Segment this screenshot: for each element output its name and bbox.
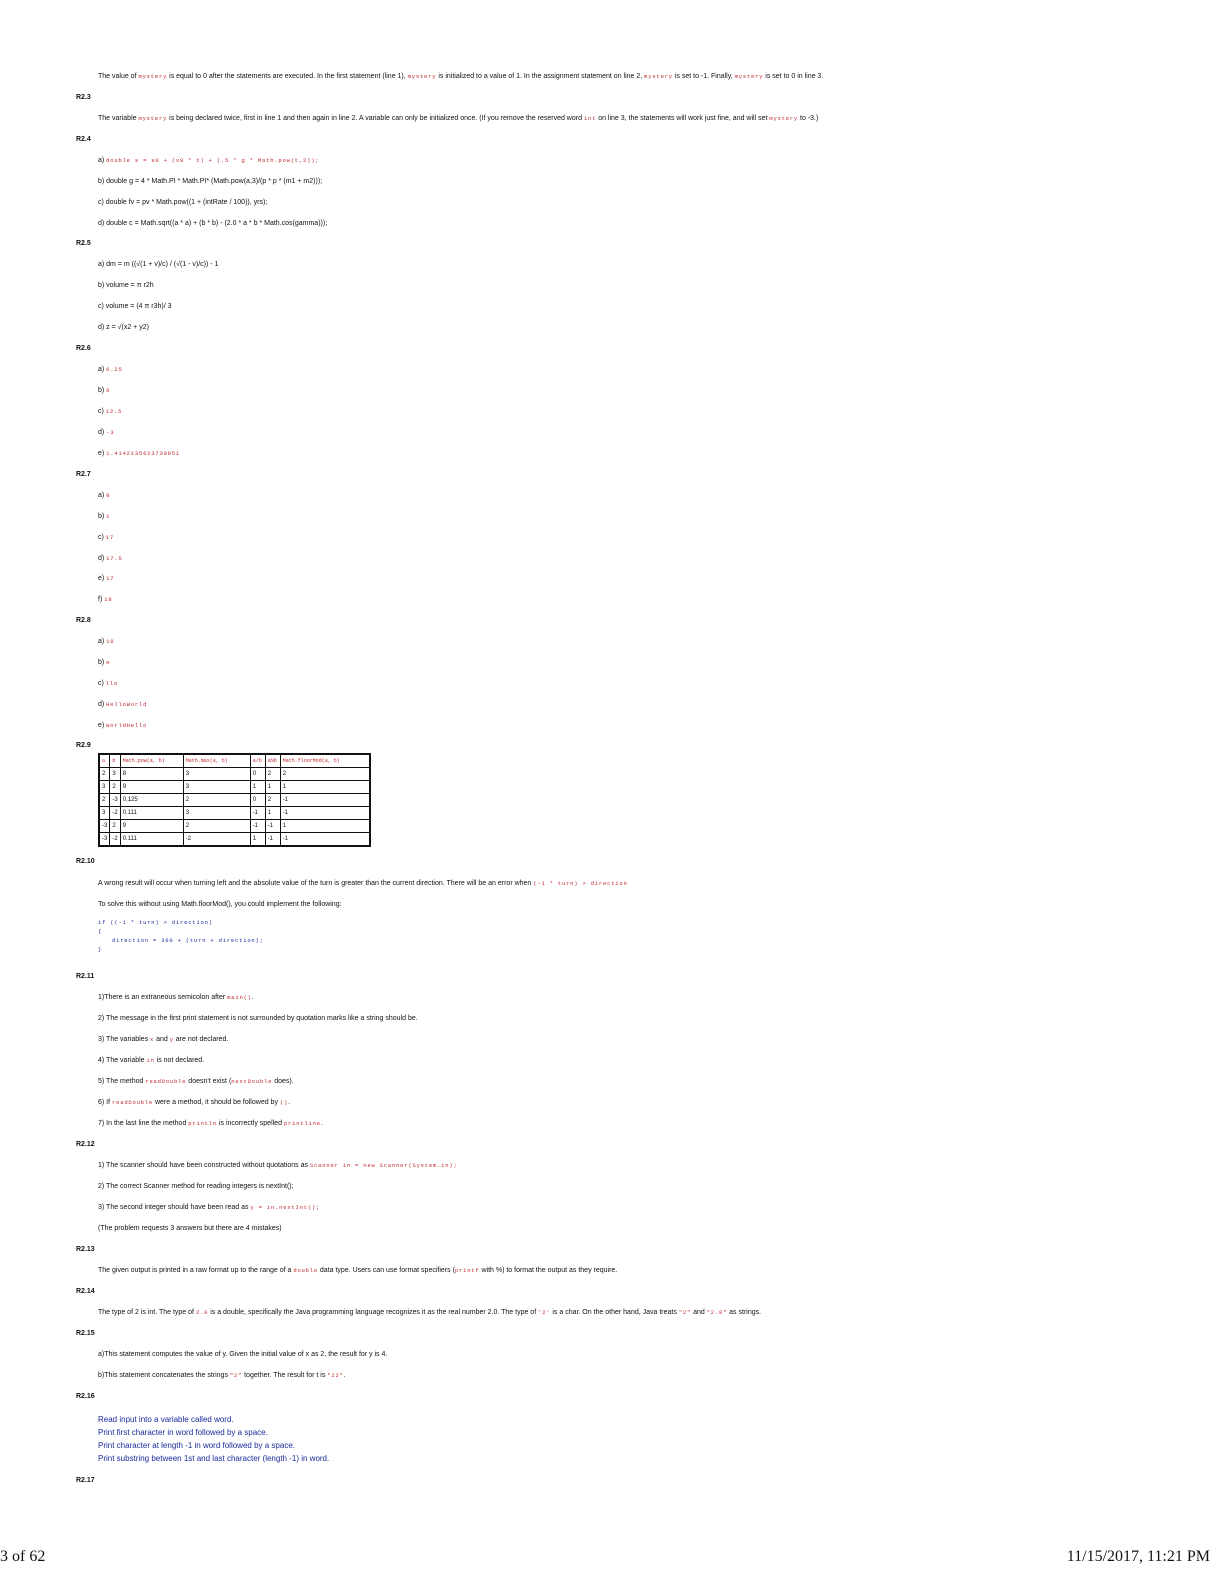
heading-r2-14: R2.14 <box>76 1288 95 1295</box>
r27-item: d) 17.5 <box>98 555 123 562</box>
r211-item: 6) If readDouble were a method, it should be followed by (). <box>98 1099 291 1106</box>
table-row <box>99 781 370 794</box>
r215-a: a)This statement computes the value of y. Given the initial value of x as 2, the result for y is 4. <box>98 1351 388 1358</box>
heading-r2-13: R2.13 <box>76 1246 95 1253</box>
table-header-row <box>99 754 370 768</box>
table-cell: 8 <box>120 768 183 781</box>
heading-r2-6: R2.6 <box>76 345 91 352</box>
table-cell: 2 <box>99 768 110 781</box>
table-cell: 2 <box>183 820 250 833</box>
table-cell: -2 <box>110 833 120 847</box>
r212-item: 1) The scanner should have been constructed without quotations as Scanner in = new Scanner(System.in); <box>98 1162 458 1169</box>
r27-item: e) 17 <box>98 575 115 582</box>
r211-item: 2) The message in the first print statement is not surrounded by quotation marks like a string should be. <box>98 1015 418 1022</box>
table-cell: 1 <box>250 833 265 847</box>
table-cell: 0.111 <box>120 807 183 820</box>
r26-item: e) 1.4142135623730951 <box>98 450 180 457</box>
r22-answer: The value of mystery is equal to 0 after the statements are executed. In the first statement (line 1), mystery is initialized to a value of 1. In the assignment statement on line 2, mystery is set to -1. Finally, mystery is set to 0 in line 3. <box>98 73 824 80</box>
page-number: 3 of 62 <box>0 1548 46 1565</box>
r28-item: b) e <box>98 659 111 666</box>
heading-r2-9: R2.9 <box>76 742 91 749</box>
r212-item: 3) The second integer should have been read as y = in.nextInt(); <box>98 1204 321 1211</box>
heading-r2-17: R2.17 <box>76 1477 95 1484</box>
print-datetime: 11/15/2017, 11:21 PM <box>1066 1548 1210 1565</box>
table-cell: 2 <box>280 768 370 781</box>
heading-r2-8: R2.8 <box>76 617 91 624</box>
r26-item: c) 12.5 <box>98 408 123 415</box>
table-cell: 1 <box>265 781 280 794</box>
r25-d: d) z = √(x2 + y2) <box>98 324 149 331</box>
r211-item: 4) The variable in is not declared. <box>98 1057 205 1064</box>
table-cell: 3 <box>99 781 110 794</box>
r23-answer: The variable mystery is being declared twice, first in line 1 and then again in line 2. A variable can only be initialized once. (If you remove the reserved word int on line 3, the statements will work just fine, and will set mystery to -3.) <box>98 115 819 122</box>
table-row <box>99 807 370 820</box>
heading-r2-3: R2.3 <box>76 94 91 101</box>
table-header-cell: a <box>99 754 110 768</box>
r26-item: b) 6 <box>98 387 111 394</box>
table-cell: 1 <box>250 781 265 794</box>
r25-c: c) volume = (4 π r3h)/ 3 <box>98 303 172 310</box>
r25-a: a) dm = m ((√(1 + v)/c) / (√(1 - v)/c)) - 1 <box>98 261 219 268</box>
table-cell: -1 <box>280 807 370 820</box>
table-cell: 0 <box>250 768 265 781</box>
table-row <box>99 768 370 781</box>
table-header-cell: a/b <box>250 754 265 768</box>
table-cell: -1 <box>265 820 280 833</box>
r211-item: 3) The variables x and y are not declared. <box>98 1036 229 1043</box>
r210-code-line: direction = 360 + (turn + direction); <box>112 937 264 944</box>
table-cell: 2 <box>110 781 120 794</box>
r27-item: f) 18 <box>98 596 113 603</box>
heading-r2-5: R2.5 <box>76 240 91 247</box>
r210-code-line: if ((-1 * turn) > direction) <box>98 919 213 926</box>
r29-table <box>98 753 371 847</box>
table-cell: -1 <box>265 833 280 847</box>
r211-item: 5) The method readDouble doesn't exist (nextDouble does). <box>98 1078 294 1085</box>
heading-r2-10: R2.10 <box>76 858 95 865</box>
table-cell: 1 <box>280 820 370 833</box>
table-cell: -1 <box>280 833 370 847</box>
r24-b: b) double g = 4 * Math.PI * Math.PI* (Math.pow(a,3)/(p * p * (m1 + m2))); <box>98 178 323 185</box>
r210-code-line: { <box>98 928 103 935</box>
r28-item: c) llo <box>98 680 119 687</box>
table-header-cell: Math.max(a, b) <box>183 754 250 768</box>
table-cell: 0.125 <box>120 794 183 807</box>
table-cell: -1 <box>250 807 265 820</box>
r216-line: Print character at length -1 in word followed by a space. <box>98 1441 295 1450</box>
r212-item: 2) The correct Scanner method for reading integers is nextInt(); <box>98 1183 294 1190</box>
r24-c: c) double fv = pv * Math.pow((1 + (intRate / 100)), yrs); <box>98 199 268 206</box>
table-cell: -2 <box>183 833 250 847</box>
table-cell: 9 <box>120 781 183 794</box>
r215-b: b)This statement concatenates the strings "2" together. The result for t is "22". <box>98 1372 346 1379</box>
r26-item: a) 6.25 <box>98 366 123 373</box>
r212-item: (The problem requests 3 answers but there are 4 mistakes) <box>98 1225 282 1232</box>
heading-r2-4: R2.4 <box>76 136 91 143</box>
r210-text: A wrong result will occur when turning left and the absolute value of the turn is greater than the current direction. There will be an error when (-1 * turn) > direction <box>98 880 628 887</box>
r216-line: Print first character in word followed by a space. <box>98 1428 268 1437</box>
table-header-cell: Math.floorMod(a, b) <box>280 754 370 768</box>
table-cell: -3 <box>110 794 120 807</box>
r216-line: Print substring between 1st and last character (length -1) in word. <box>98 1454 330 1463</box>
table-cell: -1 <box>280 794 370 807</box>
table-cell: 2 <box>99 794 110 807</box>
r26-item: d) -3 <box>98 429 115 436</box>
r24-a: a) double s = s0 + (v0 * t) + (.5 * g * Math.pow(t,2)); <box>98 157 320 164</box>
r210-code-line: } <box>98 946 103 953</box>
heading-r2-11: R2.11 <box>76 973 95 980</box>
r210-text-2: To solve this without using Math.floorMod(), you could implement the following: <box>98 901 342 908</box>
table-cell: 3 <box>99 807 110 820</box>
table-cell: -1 <box>250 820 265 833</box>
r27-item: c) 17 <box>98 534 114 541</box>
table-cell: 1 <box>280 781 370 794</box>
table-cell: 3 <box>110 768 120 781</box>
table-cell: -2 <box>110 807 120 820</box>
table-cell: 2 <box>110 820 120 833</box>
r211-item: 7) In the last line the method println is incorrectly spelled printline. <box>98 1120 323 1127</box>
r28-item: d) HelloWorld <box>98 701 148 708</box>
table-cell: 1 <box>265 807 280 820</box>
r24-d: d) double c = Math.sqrt((a * a) + (b * b) - (2.0 * a * b * Math.cos(gamma))); <box>98 220 328 227</box>
table-cell: -3 <box>99 820 110 833</box>
heading-r2-16: R2.16 <box>76 1393 95 1400</box>
table-cell: 2 <box>265 768 280 781</box>
table-cell: 0 <box>250 794 265 807</box>
r28-item: e) WorldHello <box>98 722 148 729</box>
table-row <box>99 794 370 807</box>
table-cell: -3 <box>99 833 110 847</box>
r213-answer: The given output is printed in a raw format up to the range of a double data type. Users can use format specifiers (printf with %) to format the output as they require. <box>98 1267 618 1274</box>
table-row <box>99 833 370 847</box>
r27-item: b) 1 <box>98 513 111 520</box>
table-cell: 2 <box>265 794 280 807</box>
heading-r2-7: R2.7 <box>76 471 91 478</box>
table-header-cell: b <box>110 754 120 768</box>
table-cell: 3 <box>183 807 250 820</box>
table-header-cell: Math.pow(a, b) <box>120 754 183 768</box>
heading-r2-15: R2.15 <box>76 1330 95 1337</box>
table-header-cell: a%b <box>265 754 280 768</box>
r27-item: a) 8 <box>98 492 111 499</box>
r25-b: b) volume = π r2h <box>98 282 154 289</box>
table-cell: 2 <box>183 794 250 807</box>
heading-r2-12: R2.12 <box>76 1141 95 1148</box>
r211-item: 1)There is an extraneous semicolon after main(). <box>98 994 254 1001</box>
table-cell: 3 <box>183 781 250 794</box>
table-cell: 3 <box>183 768 250 781</box>
r216-line: Read input into a variable called word. <box>98 1415 234 1424</box>
table-cell: 9 <box>120 820 183 833</box>
table-cell: 0.111 <box>120 833 183 847</box>
r28-item: a) 10 <box>98 638 115 645</box>
r214-answer: The type of 2 is int. The type of 2.0 is a double, specifically the Java programming language recognizes it as the real number 2.0. The type of '2' is a char. On the other hand, Java treats "2" and "2.0" as strings. <box>98 1309 762 1316</box>
table-row <box>99 820 370 833</box>
